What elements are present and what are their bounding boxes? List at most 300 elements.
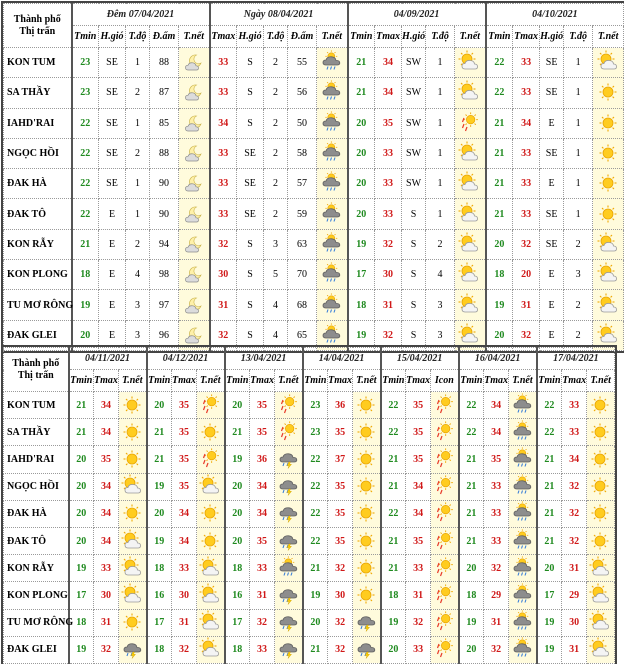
column-header: Tmax [484,370,509,392]
weather-cell [119,582,147,609]
sun-cloud-icon [460,296,479,315]
cloud-rain-sun-icon [322,235,341,254]
sun-cloud-icon [460,326,479,345]
tmax-value: 30 [172,582,197,609]
city-name: KON TUM [4,48,72,78]
tmin-value: 19 [537,636,562,663]
wind-direction: SW [402,138,426,168]
tmax-value: 33 [513,169,540,199]
tmin-value: 21 [537,527,562,554]
tmax-value: 35 [328,500,353,527]
weather-cell [119,392,147,419]
weather-cell [455,169,486,199]
tmax-value: 35 [250,527,275,554]
column-header: T.nết [455,26,486,48]
weather-cell [179,48,210,78]
tmax-value: 32 [484,555,509,582]
tmin-value: 22 [486,48,513,78]
tmin-value: 20 [459,636,484,663]
humidity: 57 [288,169,317,199]
sun-rain-icon [435,477,454,496]
wind-speed: 3 [126,290,150,320]
sun-icon [357,450,376,469]
tmin-value: 21 [72,229,99,259]
weather-cell [587,527,615,554]
cloud-rain-sun-icon [322,296,341,315]
sun-icon [357,504,376,523]
cloud-rain-sun-icon [513,396,532,415]
tmax-value: 34 [562,446,587,473]
tmin-value: 19 [69,555,94,582]
weather-cell [509,609,537,636]
weather-cell [119,419,147,446]
wind-direction: E [540,290,564,320]
tmax-value: 33 [210,78,237,108]
weather-cell [509,500,537,527]
tmin-value: 21 [381,555,406,582]
weather-cell [317,199,348,229]
wind-speed: 1 [564,199,593,229]
tmax-value: 33 [562,419,587,446]
humidity: 70 [288,260,317,290]
column-header: H.gió [402,26,426,48]
column-header: T.độ [126,26,150,48]
sun-icon [591,396,610,415]
wind-speed: 2 [564,320,593,350]
humidity: 96 [150,320,179,350]
tmax-value: 34 [513,108,540,138]
tmax-value: 36 [250,446,275,473]
weather-cell [431,609,459,636]
sun-cloud-icon [460,174,479,193]
wind-speed: 1 [564,48,593,78]
sun-rain-icon [435,396,454,415]
weather-cell [455,290,486,320]
column-header: T.nết [179,26,210,48]
tmin-value: 22 [72,108,99,138]
tmax-value: 33 [94,555,119,582]
sun-cloud-icon [460,235,479,254]
tmin-value: 21 [225,419,250,446]
weather-cell [275,609,303,636]
wind-direction: SE [540,199,564,229]
tmax-value: 32 [375,320,402,350]
date-group-header: 14/04/2021 [303,348,381,370]
tmax-value: 35 [94,446,119,473]
tmin-value: 20 [69,527,94,554]
sun-icon [591,423,610,442]
tmax-value: 34 [375,48,402,78]
date-group-header: Ngày 08/04/2021 [210,4,348,26]
sun-icon [123,396,142,415]
weather-cell [119,609,147,636]
weather-cell [275,527,303,554]
tmin-value: 21 [348,48,375,78]
humidity: 98 [150,260,179,290]
city-name: IAHD'RAI [4,108,72,138]
weather-cell [179,138,210,168]
date-group-header: 04/09/2021 [348,4,486,26]
tmin-value: 21 [303,555,328,582]
column-header: Icon [431,370,459,392]
column-header: T.nết [587,370,615,392]
column-header: T.nết [275,370,303,392]
tmax-value: 32 [562,527,587,554]
city-name: KON RẪY [4,555,69,582]
weather-cell [353,500,381,527]
weather-cell [593,199,624,229]
tmin-value: 17 [348,260,375,290]
wind-direction: SE [540,78,564,108]
tmax-value: 34 [210,108,237,138]
tmax-value: 35 [328,527,353,554]
sun-cloud-icon [591,613,610,632]
tmin-value: 19 [147,527,172,554]
tmax-value: 34 [250,500,275,527]
tmax-value: 33 [375,169,402,199]
tmax-value: 33 [375,199,402,229]
city-header-line1: Thành phố [13,13,61,25]
wind-speed: 2 [264,48,288,78]
weather-cell [197,527,225,554]
wind-direction: S [237,108,264,138]
weather-cell [509,555,537,582]
weather-cell [119,500,147,527]
tmax-value: 33 [562,392,587,419]
table-row [4,169,624,199]
weather-cell [431,500,459,527]
sun-icon [599,205,618,224]
cloud-rain-sun-icon [513,477,532,496]
tmax-value: 35 [406,392,431,419]
table-row [4,229,624,259]
tmax-value: 33 [484,473,509,500]
weather-cell [119,527,147,554]
sun-icon [599,174,618,193]
humidity: 68 [288,290,317,320]
cloud-rain-sun-icon [513,640,532,659]
wind-direction: SE [99,108,126,138]
tmax-value: 35 [250,419,275,446]
weather-cell [317,48,348,78]
tmax-value: 34 [484,419,509,446]
wind-direction: SE [237,138,264,168]
tmax-value: 34 [484,392,509,419]
table-row [4,320,624,350]
weather-cell [197,446,225,473]
tmin-value: 20 [381,636,406,663]
tmin-value: 21 [147,446,172,473]
wind-direction: SE [540,48,564,78]
sun-rain-icon [435,586,454,605]
tmax-value: 30 [375,260,402,290]
column-header: T.nết [353,370,381,392]
humidity: 97 [150,290,179,320]
wind-speed: 3 [564,260,593,290]
sun-icon [357,423,376,442]
wind-speed: 1 [564,138,593,168]
tmax-value: 35 [172,392,197,419]
tmax-value: 20 [513,260,540,290]
weather-cell [317,290,348,320]
wind-speed: 4 [126,260,150,290]
night-cloud-icon [184,174,203,193]
weather-cell [197,500,225,527]
column-header: Tmax [172,370,197,392]
column-header: Tmin [486,26,513,48]
tmin-value: 21 [486,199,513,229]
city-name: SA THẦY [4,419,69,446]
weather-cell [197,392,225,419]
cloud-rain-sun-icon [513,613,532,632]
wind-direction: S [237,290,264,320]
sun-cloud-icon [599,296,618,315]
tmin-value: 20 [486,320,513,350]
cloud-rain-sun-icon [322,83,341,102]
tmin-value: 22 [537,419,562,446]
humidity: 58 [288,138,317,168]
humidity: 88 [150,48,179,78]
weather-cell [455,199,486,229]
tmin-value: 20 [225,500,250,527]
weather-cell [317,260,348,290]
weather-cell [275,419,303,446]
tmax-value: 32 [328,555,353,582]
wind-direction: E [99,199,126,229]
tmin-value: 18 [69,609,94,636]
city-name: TU MƠ RÔNG [4,609,69,636]
sun-cloud-icon [460,83,479,102]
sun-cloud-icon [460,205,479,224]
tmin-value: 21 [69,392,94,419]
city-name: IAHD'RAI [4,446,69,473]
wind-direction: SE [99,78,126,108]
column-header: Tmax [210,26,237,48]
night-cloud-icon [184,53,203,72]
tmin-value: 19 [303,582,328,609]
tmax-value: 31 [250,582,275,609]
weather-cell [431,446,459,473]
sun-icon [599,144,618,163]
column-header: Tmax [250,370,275,392]
tmin-value: 22 [459,419,484,446]
cloud-rain-sun-icon [513,586,532,605]
tmax-value: 30 [328,582,353,609]
wind-speed: 2 [264,169,288,199]
tmin-value: 20 [225,473,250,500]
weather-cell [587,419,615,446]
cloud-rain-icon [357,613,376,632]
column-header: T.độ [564,26,593,48]
tmax-value: 35 [172,446,197,473]
wind-direction: S [402,290,426,320]
cloud-rain-sun-icon [513,450,532,469]
wind-direction: E [99,290,126,320]
tmin-value: 21 [537,473,562,500]
city-name: ĐAK TÔ [4,199,72,229]
wind-speed: 1 [126,108,150,138]
cloud-rain-icon [279,613,298,632]
tmin-value: 22 [537,392,562,419]
tmax-value: 32 [250,609,275,636]
weather-cell [179,290,210,320]
tmin-value: 18 [225,555,250,582]
weather-cell [275,582,303,609]
sun-rain-icon [435,559,454,578]
humidity: 59 [288,199,317,229]
wind-speed: 1 [426,78,455,108]
column-header: T.nết [509,370,537,392]
tmin-value: 21 [381,473,406,500]
sun-icon [599,114,618,133]
night-cloud-icon [184,205,203,224]
tmax-value: 32 [375,229,402,259]
weather-cell [509,582,537,609]
weather-cell [455,78,486,108]
weather-cell [353,636,381,663]
tmin-value: 20 [69,446,94,473]
tmin-value: 20 [69,473,94,500]
wind-direction: S [402,320,426,350]
tmax-value: 33 [210,48,237,78]
tmin-value: 20 [348,199,375,229]
cloud-rain-sun-icon [322,326,341,345]
wind-speed: 2 [264,108,288,138]
table-row [4,290,624,320]
weather-cell [317,78,348,108]
date-group-header: 17/04/2021 [537,348,615,370]
wind-direction: SE [237,169,264,199]
tmin-value: 21 [459,446,484,473]
table-row [4,260,624,290]
weather-cell [593,78,624,108]
sun-icon [123,450,142,469]
cloud-rain-sun-icon [322,144,341,163]
tmax-value: 31 [562,636,587,663]
tmin-value: 22 [303,473,328,500]
wind-speed: 3 [126,320,150,350]
sun-icon [591,504,610,523]
tmax-value: 31 [406,582,431,609]
sun-cloud-icon [123,559,142,578]
column-header: Tmin [69,370,94,392]
weather-cell [587,392,615,419]
wind-speed: 1 [564,169,593,199]
tmin-value: 18 [147,555,172,582]
weather-cell [593,290,624,320]
sun-icon [357,532,376,551]
tmin-value: 17 [225,609,250,636]
table-row [4,636,615,663]
night-cloud-icon [184,326,203,345]
tmin-value: 21 [459,473,484,500]
weather-cell [119,555,147,582]
tmax-value: 35 [375,108,402,138]
column-header: Tmax [406,370,431,392]
weather-cell [509,392,537,419]
weather-cell [197,555,225,582]
table-row [4,527,615,554]
wind-speed: 1 [126,48,150,78]
tmax-value: 33 [484,527,509,554]
weather-cell [197,473,225,500]
wind-speed: 1 [426,199,455,229]
sun-cloud-icon [591,586,610,605]
sun-icon [599,83,618,102]
date-group-header: 16/04/2021 [459,348,537,370]
tmin-value: 19 [69,636,94,663]
weather-cell [509,527,537,554]
weather-cell [509,473,537,500]
tmin-value: 17 [537,582,562,609]
night-cloud-icon [184,296,203,315]
tmax-value: 33 [484,500,509,527]
tmax-value: 33 [250,555,275,582]
tmax-value: 32 [513,229,540,259]
sun-icon [357,586,376,605]
tmin-value: 21 [537,446,562,473]
wind-speed: 3 [264,229,288,259]
city-header [4,348,69,392]
weather-cell [431,419,459,446]
tmin-value: 21 [348,78,375,108]
column-header: Tmin [348,26,375,48]
sun-cloud-icon [123,477,142,496]
weather-cell [587,582,615,609]
table-row [4,78,624,108]
wind-direction: E [540,260,564,290]
sun-icon [123,423,142,442]
date-group-header: 04/10/2021 [486,4,624,26]
tmin-value: 22 [486,78,513,108]
cloud-rain-icon [279,640,298,659]
tmax-value: 34 [94,473,119,500]
city-name: KON PLONG [4,582,69,609]
sun-rain-icon [435,613,454,632]
weather-cell [275,555,303,582]
date-group-header: 04/11/2021 [69,348,147,370]
tmax-value: 34 [406,473,431,500]
humidity: 88 [150,138,179,168]
tmax-value: 34 [94,500,119,527]
weather-cell [587,555,615,582]
column-header: T.nết [119,370,147,392]
wind-direction: S [237,320,264,350]
tmin-value: 20 [537,555,562,582]
tmin-value: 18 [147,636,172,663]
column-header: Tmin [537,370,562,392]
sun-icon [201,532,220,551]
tmin-value: 20 [348,108,375,138]
humidity: 90 [150,169,179,199]
sun-icon [357,559,376,578]
weather-cell [197,419,225,446]
sun-cloud-icon [123,532,142,551]
table-row [4,48,624,78]
weather-cell [587,446,615,473]
tmin-value: 21 [303,636,328,663]
tmax-value: 36 [328,392,353,419]
tmin-value: 20 [348,138,375,168]
wind-speed: 2 [264,138,288,168]
tmin-value: 21 [486,138,513,168]
wind-speed: 2 [126,138,150,168]
tmax-value: 35 [328,473,353,500]
wind-speed: 1 [564,108,593,138]
tmax-value: 34 [94,392,119,419]
city-name: KON TUM [4,392,69,419]
weather-cell [353,446,381,473]
